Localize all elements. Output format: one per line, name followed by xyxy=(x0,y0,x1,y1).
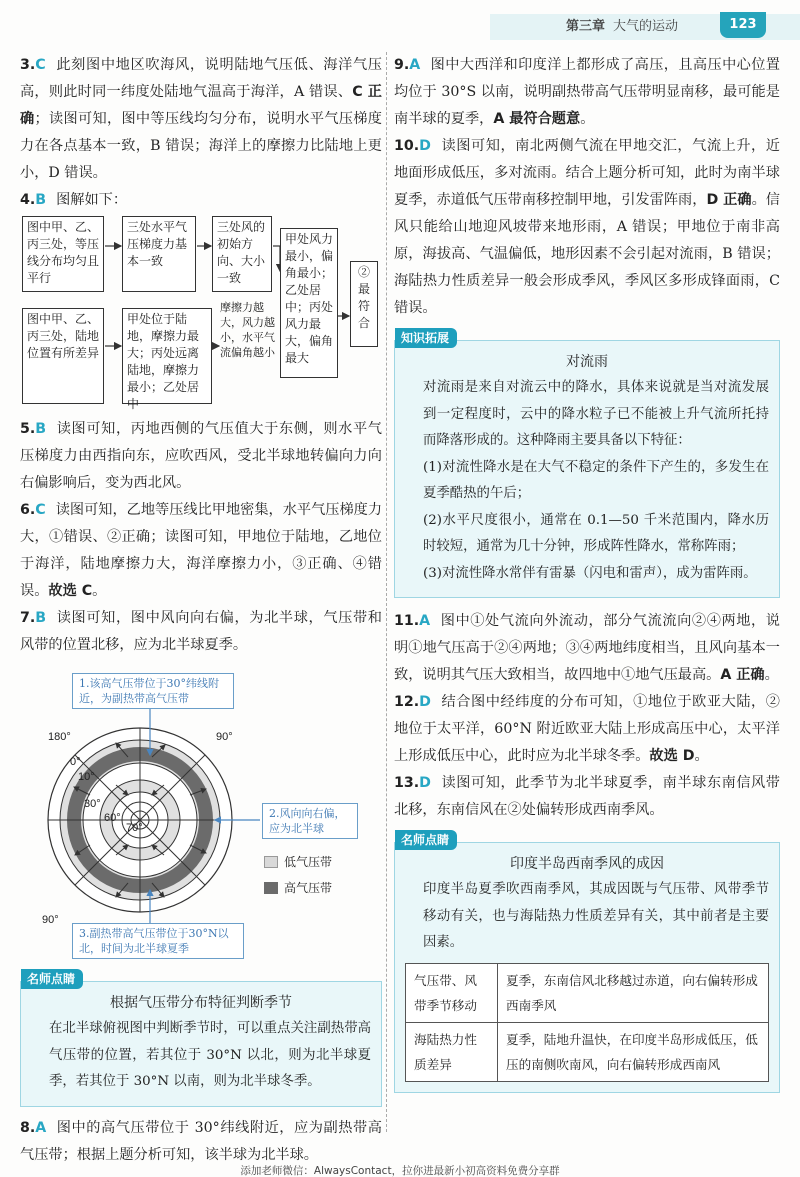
label-90-top: 90° xyxy=(216,731,233,743)
tip-title: 印度半岛西南季风的成因 xyxy=(510,856,664,872)
flow-box-friction: 甲处位于陆地，摩擦力最大；丙处远离陆地，摩擦力最小；乙处居中 xyxy=(122,308,212,404)
flow-box-isobars: 图中甲、乙、丙三处，等压线分布均匀且平行 xyxy=(22,216,104,292)
page-header xyxy=(0,0,800,40)
flow-box-result: 甲处风力最小，偏角最小；乙处居中；丙处风力最大，偏角最大 xyxy=(280,228,338,378)
question-number: 3. xyxy=(20,57,36,73)
question-number: 6. xyxy=(20,502,36,518)
flow-box-location: 图中甲、乙、丙三处，陆地位置有所差异 xyxy=(22,308,104,404)
tip-title: 根据气压带分布特征判断季节 xyxy=(110,995,292,1011)
answer-letter: B xyxy=(35,610,47,626)
column-divider xyxy=(386,52,387,1132)
extension-para-2: (1)对流性降水是在大气不稳定的条件下产生的，多发生在夏季酷热的午后； xyxy=(423,459,769,501)
answer-emphasis: A 正确 xyxy=(720,667,765,683)
answer-letter: C xyxy=(35,57,46,73)
answer-3 xyxy=(20,52,382,187)
answer-7 xyxy=(20,605,382,659)
answer-text: 图中①处气流向外流动，部分气流流向②④两地，说明①地气压高于②④两地；③④两地纬度相当，且风向基本一致，说明其气压大致相当，故四地中①地气压最高。 xyxy=(394,613,780,683)
monsoon-cause-table xyxy=(405,963,769,1082)
question-number: 4. xyxy=(20,192,36,208)
answer-text: 读图可知，乙地等压线比甲地密集，水平气压梯度力大，①错误、②正确；读图可知，甲地位于陆地，乙地位于海洋，陆地摩擦力大，海洋摩擦力小，③正确、④错误。 xyxy=(20,502,383,599)
answer-emphasis: D 正确 xyxy=(706,192,752,208)
answer-6 xyxy=(20,497,382,605)
label-90-bottom: 90° xyxy=(42,914,59,926)
answer-text-cont: 。信风只能给山地迎风坡带来地形雨，A 错误；甲地位于南非高原，海拔高、气温偏低，地形因素不会引起对流雨，B 错误；海陆热力性质差异一般会形成季风，季风区多形成锋面雨，C 错误。 xyxy=(394,192,780,316)
legend-high-label: 高气压带 xyxy=(284,881,333,895)
answer-letter: D xyxy=(419,138,431,154)
extension-para-3: (2)水平尺度很小，通常在 0.1—50 千米范围内，降水历时较短，通常为几十分钟，形成阵性降水，常称阵雨； xyxy=(423,512,769,554)
answer-letter: C xyxy=(35,502,46,518)
legend-low-label: 低气压带 xyxy=(284,855,333,869)
right-column xyxy=(394,52,780,1093)
callout-season: 3.副热带高气压带位于30°N以北，时间为北半球夏季 xyxy=(72,923,244,959)
legend-low xyxy=(264,853,332,871)
extension-title: 对流雨 xyxy=(566,354,608,370)
answer-text-end: 。 xyxy=(92,583,107,599)
answer-emphasis: C 正确 xyxy=(20,84,382,127)
label-30: 30° xyxy=(84,798,101,810)
teacher-tip-panel-2 xyxy=(394,833,780,1093)
answer-13 xyxy=(394,770,780,824)
callout-wind-deflection: 2.风向向右偏，应为北半球 xyxy=(262,803,358,839)
table-cell-value: 夏季，东南信风北移越过赤道，向右偏转形成西南季风 xyxy=(498,963,769,1022)
flow-note-friction-effect: 摩擦力越大，风力越小，水平气流偏角越小 xyxy=(220,301,275,359)
flow-box-initial-wind: 三处风的初始方向、大小一致 xyxy=(212,216,272,292)
answer-text: 读图可知，丙地西侧的气压值大于东侧，则水平气压梯度力由西指向东，应吹西风，受北半球地转偏向力向右偏影响后，变为西北风。 xyxy=(20,421,382,491)
answer-text: 读图可知，南北两侧气流在甲地交汇，气流上升，近地面形成低压，多对流雨。结合上题分析可知，此时为南半球夏季，赤道低气压带南移控制甲地，引发雷阵雨， xyxy=(394,138,780,208)
answer-letter: A xyxy=(35,1119,47,1136)
table-cell-key: 海陆热力性质差异 xyxy=(406,1022,498,1081)
answer-emphasis: 故选 C xyxy=(48,583,93,599)
question-number: 12. xyxy=(394,694,420,710)
label-60: 60° xyxy=(104,812,121,824)
knowledge-extension-panel xyxy=(394,331,780,598)
answer-letter: B xyxy=(35,192,47,208)
label-180: 180° xyxy=(48,731,71,743)
flow-box-pressure-force: 三处水平气压梯度力基本一致 xyxy=(122,216,196,292)
teacher-tip-panel-1 xyxy=(20,972,382,1107)
table-row xyxy=(406,1022,769,1081)
answer-11 xyxy=(394,608,780,689)
extension-para-1: 对流雨是来自对流云中的降水，具体来说就是当对流发展到一定程度时，云中的降水粒子已不能被上升气流所托持而降落形成的。这种降雨主要具备以下特征： xyxy=(423,380,769,448)
answer-text: 图中的高气压带位于 30°纬线附近，应为副热带高气压带；根据上题分析可知，该半球为北半球。 xyxy=(20,1119,382,1163)
answer-emphasis: 故选 D xyxy=(649,748,695,764)
answer-5 xyxy=(20,416,382,497)
answer-emphasis: A 最符合题意 xyxy=(493,111,581,127)
question-number: 5. xyxy=(20,421,36,437)
label-0: 0° xyxy=(70,756,81,768)
label-70: 70° xyxy=(126,822,143,834)
legend xyxy=(264,853,332,905)
answer-9 xyxy=(394,52,780,133)
answer-12 xyxy=(394,689,780,770)
answer-letter: A xyxy=(409,57,421,73)
question-number: 7. xyxy=(20,610,36,626)
extension-para-4: (3)对流性降水常伴有雷暴（闪电和雷声），成为雷阵雨。 xyxy=(423,565,757,581)
flow-box-conclusion: ②最符合 xyxy=(350,261,378,347)
question-number: 11. xyxy=(394,613,420,629)
tip-body: 在北半球俯视图中判断季节时，可以重点关注副热带高气压带的位置，若其位于 30°N 以北，则为北半球夏季，若其位于 30°N 以南，则为北半球冬季。 xyxy=(49,1021,371,1089)
legend-low-swatch xyxy=(264,856,278,868)
table-cell-key: 气压带、风带季节移动 xyxy=(406,963,498,1022)
polar-pressure-belt-diagram xyxy=(20,665,382,965)
reasoning-flow-diagram xyxy=(22,216,382,416)
table-cell-value: 夏季，陆地升温快，在印度半岛形成低压，低压的南侧吹南风，向右偏转形成西南风 xyxy=(498,1022,769,1081)
answer-text-end: 。 xyxy=(694,748,709,764)
answer-text: 读图可知，图中风向向右偏，为北半球，气压带和风带的位置北移，应为北半球夏季。 xyxy=(20,610,382,653)
extension-tag: 知识拓展 xyxy=(395,328,457,348)
tip-tag: 名师点睛 xyxy=(21,969,83,989)
answer-10 xyxy=(394,133,780,322)
answer-letter: A xyxy=(419,613,431,629)
question-number: 13. xyxy=(394,775,420,791)
answer-text-cont: ；读图可知，图中等压线均匀分布，说明水平气压梯度力在各点基本一致，B 错误；海洋上的摩擦力比陆地上更小，D 错误。 xyxy=(20,111,382,181)
answer-text-end: 。 xyxy=(764,667,779,683)
chapter-title: 大气的运动 xyxy=(613,19,679,34)
page-number: 123 xyxy=(720,12,766,38)
label-10: 10° xyxy=(78,771,95,783)
table-row xyxy=(406,963,769,1022)
answer-text-end: 。 xyxy=(580,111,595,127)
answer-text: 此刻图中地区吹海风，说明陆地气压低、海洋气压高，则此时同一纬度处陆地气温高于海洋，A 错误、 xyxy=(20,57,382,100)
chapter-heading xyxy=(566,14,678,40)
question-number: 8. xyxy=(20,1119,36,1136)
page-footer: 添加老师微信：AlwaysContact，拉你进最新小初高资料免费分享群 xyxy=(240,1165,560,1177)
chapter-number: 第三章 xyxy=(566,19,606,34)
tip-body: 印度半岛夏季吹西南季风，其成因既与气压带、风带季节移动有关，也与海陆热力性质差异有关，其中前者是主要因素。 xyxy=(423,882,769,950)
answer-letter: D xyxy=(419,694,431,710)
answer-4 xyxy=(20,187,382,214)
question-number: 10. xyxy=(394,138,420,154)
left-column xyxy=(20,52,382,1169)
tip-tag: 名师点睛 xyxy=(395,830,457,850)
question-number: 9. xyxy=(394,57,410,73)
answer-letter: D xyxy=(419,775,431,791)
answer-text: 读图可知，此季节为北半球夏季，南半球东南信风带北移，东南信风在②处偏转形成西南季风。 xyxy=(394,775,780,818)
answer-text: 图中大西洋和印度洋上都形成了高压，且高压中心位置均位于 30°S 以南，说明副热带高气压带明显南移，最可能是南半球的夏季， xyxy=(394,57,780,127)
legend-high-swatch xyxy=(264,882,278,894)
callout-subtropical-high: 1.该高气压带位于30°纬线附近，为副热带高气压带 xyxy=(72,673,234,709)
answer-letter: B xyxy=(35,421,47,437)
answer-text: 结合图中经纬度的分布可知，①地位于欧亚大陆，②地位于太平洋，60°N 附近欧亚大陆上形成高压中心，太平洋上形成低压中心，此时应为北半球冬季。 xyxy=(394,694,780,764)
answer-text: 图解如下： xyxy=(56,192,128,208)
legend-high xyxy=(264,879,332,897)
